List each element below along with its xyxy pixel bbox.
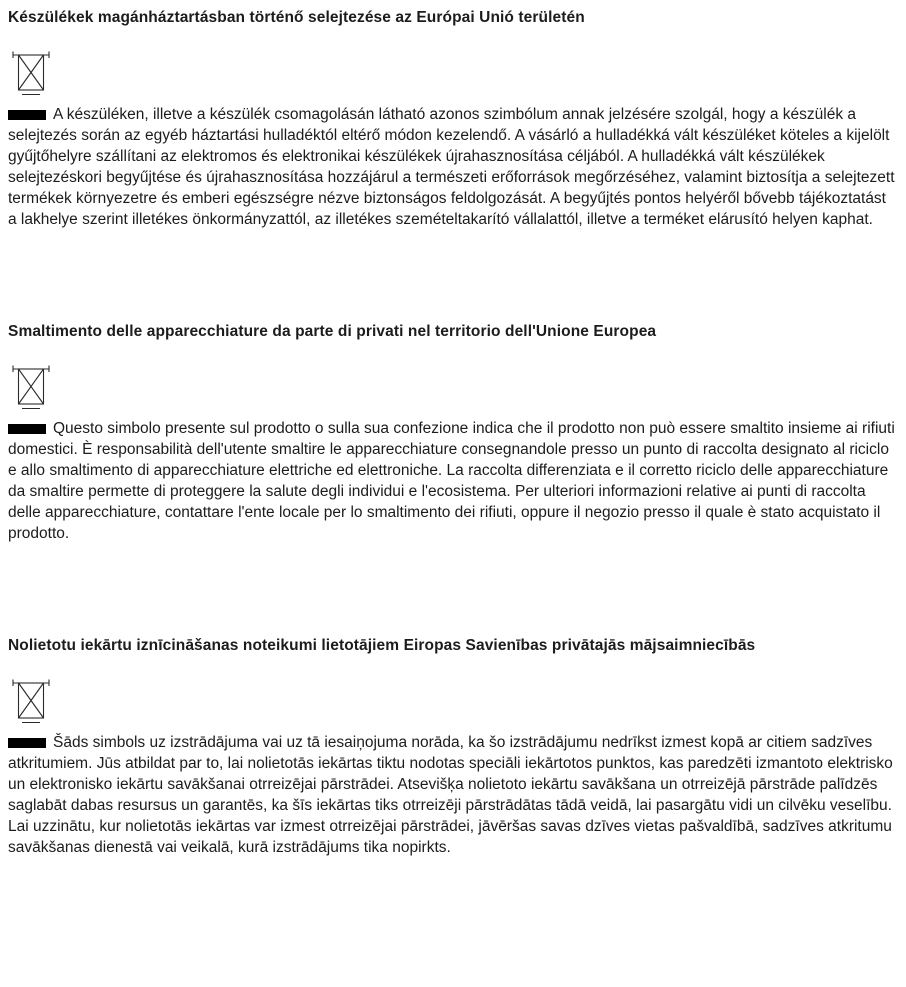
section-body (8, 732, 898, 858)
section-heading: Készülékek magánháztartásban történő selejtezése az Európai Unió területén (8, 9, 585, 26)
notice-section-hungarian (8, 8, 898, 230)
section-body (8, 418, 898, 544)
weee-black-bar-icon (8, 110, 46, 120)
notice-section-latvian (8, 636, 898, 858)
section-heading: Nolietotu iekārtu iznīcināšanas noteikumi lietotājiem Eiropas Savienības privātajās mājsaimniecībās (8, 637, 756, 654)
section-heading: Smaltimento delle apparecchiature da parte di privati nel territorio dell'Unione Europea (8, 323, 657, 340)
section-body (8, 104, 898, 230)
weee-crossed-out-bin-icon (10, 362, 898, 412)
weee-crossed-out-bin-icon (10, 676, 898, 726)
notice-section-italian (8, 322, 898, 544)
section-body-text: A készüléken, illetve a készülék csomagolásán látható azonos szimbólum annak jelzésére szolgál, hogy a készülék a selejtezés során az egyéb háztartási hulladéktól eltérő módon kezelendő. A vásárló a hulladékká vált készüléket köteles a kijelölt gyűjtőhelyre szállítani az elektromos és elektronikai készülékek újrahasznosítása céljából. A hulladékká vált készülékek selejtezéskori begyűjtése és újrahasznosítása hozzájárul a természeti erőforrások megőrzéséhez, valamint biztosítja a selejtezett termékek környezetre és emberi egészségre nézve biztonságos feldolgozását. A begyűjtés pontos helyéről bővebb tájékoztatást a lakhelye szerint illetékes önkormányzattól, az illetékes szemételtakarító vállalattól, illetve a terméket elárusító helyen kaphat. (8, 106, 895, 228)
weee-black-bar-icon (8, 424, 46, 434)
section-body-text: Questo simbolo presente sul prodotto o sulla sua confezione indica che il prodotto non può essere smaltito insieme ai rifiuti domestici. È responsabilità dell'utente smaltire le apparecchiature consegnandole presso un punto di raccolta designato al riciclo e allo smaltimento di apparecchiature elettriche ed elettroniche. La raccolta differenziata e il corretto riciclo delle apparecchiature da smaltire permette di proteggere la salute degli individui e l'ecosistema. Per ulteriori informazioni relative ai punti di raccolta delle apparecchiature, contattare l'ente locale per lo smaltimento dei rifiuti, oppure il negozio presso il quale è stato acquistato il prodotto. (8, 420, 895, 542)
weee-black-bar-icon (8, 738, 46, 748)
weee-crossed-out-bin-icon (10, 48, 898, 98)
section-body-text: Šāds simbols uz izstrādājuma vai uz tā iesaiņojuma norāda, ka šo izstrādājumu nedrīkst izmest kopā ar citiem sadzīves atkritumiem. Jūs atbildat par to, lai nolietotās iekārtas tiktu nodotas speciāli iekārtotos punktos, kas paredzēti izmantoto elektrisko un elektronisko iekārtu savākšanai otrreizējai pārstrādei. Atsevišķa nolietoto iekārtu savākšana un otrreizējā pārstrāde palīdzēs saglabāt dabas resursus un garantēs, ka šīs iekārtas tiks otrreizēji pārstrādātas tādā veidā, lai pasargātu vidi un cilvēku veselību. Lai uzzinātu, kur nolietotās iekārtas var izmest otrreizējai pārstrādei, jāvēršas savas dzīves vietas pašvaldībā, sadzīves atkritumu savākšanas dienestā vai veikalā, kurā izstrādājums tika nopirkts. (8, 734, 893, 856)
